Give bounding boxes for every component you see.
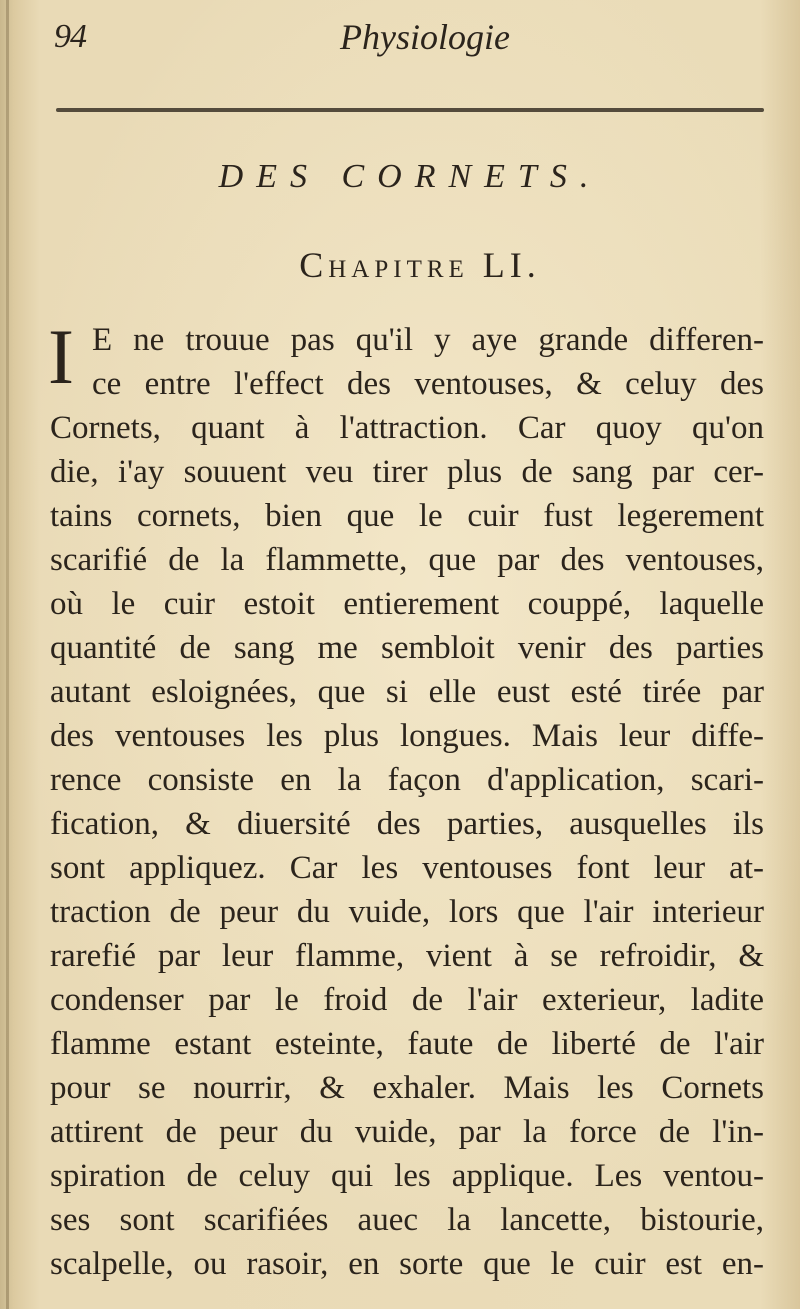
text-line: des ventouses les plus longues. Mais leur diffe- (50, 718, 764, 754)
text-line: attirent de peur du vuide, par la force de l'in- (50, 1114, 764, 1150)
chapter-title: Chapitre LI. (299, 245, 541, 285)
page-number: 94 (54, 18, 86, 55)
text-line: fication, & diuersité des parties, ausquelles ils (50, 806, 764, 842)
binding-gutter (6, 0, 9, 1309)
text-line: sont appliquez. Car les ventouses font leur at- (50, 850, 764, 886)
text-line: spiration de celuy qui les applique. Les ventou- (50, 1158, 764, 1194)
text-line: rarefié par leur flamme, vient à se refroidir, & (50, 938, 764, 974)
text-line: rence consiste en la façon d'application, scari- (50, 762, 764, 798)
page-header (0, 14, 800, 64)
text-line: quantité de sang me sembloit venir des parties (50, 630, 764, 666)
text-line: pour se nourrir, & exhaler. Mais les Cornets (50, 1070, 764, 1106)
text-line: tains cornets, bien que le cuir fust legerement (50, 498, 764, 534)
running-head: Physiologie (340, 17, 510, 57)
text-line: ce entre l'effect des ventouses, & celuy des (92, 366, 764, 402)
text-line: ses sont scarifiées auec la lancette, bistourie, (50, 1202, 764, 1238)
text-line: Cornets, quant à l'attraction. Car quoy qu'on (50, 410, 764, 446)
text-line: où le cuir estoit entierement couppé, laquelle (50, 586, 764, 622)
text-line: die, i'ay souuent veu tirer plus de sang par cer- (50, 454, 764, 490)
text-line: flamme estant esteinte, faute de liberté de l'air (50, 1026, 764, 1062)
text-line: scalpelle, ou rasoir, en sorte que le cuir est en- (50, 1246, 764, 1282)
text-line: scarifié de la flammette, que par des ventouses, (50, 542, 764, 578)
section-title: DES CORNETS. (218, 158, 602, 195)
text-line: condenser par le froid de l'air exterieur, ladite (50, 982, 764, 1018)
header-rule (56, 108, 764, 112)
text-line: E ne trouue pas qu'il y aye grande differen- (92, 322, 764, 358)
text-line: traction de peur du vuide, lors que l'air interieur (50, 894, 764, 930)
text-line: autant esloignées, que si elle eust esté tirée par (50, 674, 764, 710)
drop-cap: I (48, 313, 74, 400)
